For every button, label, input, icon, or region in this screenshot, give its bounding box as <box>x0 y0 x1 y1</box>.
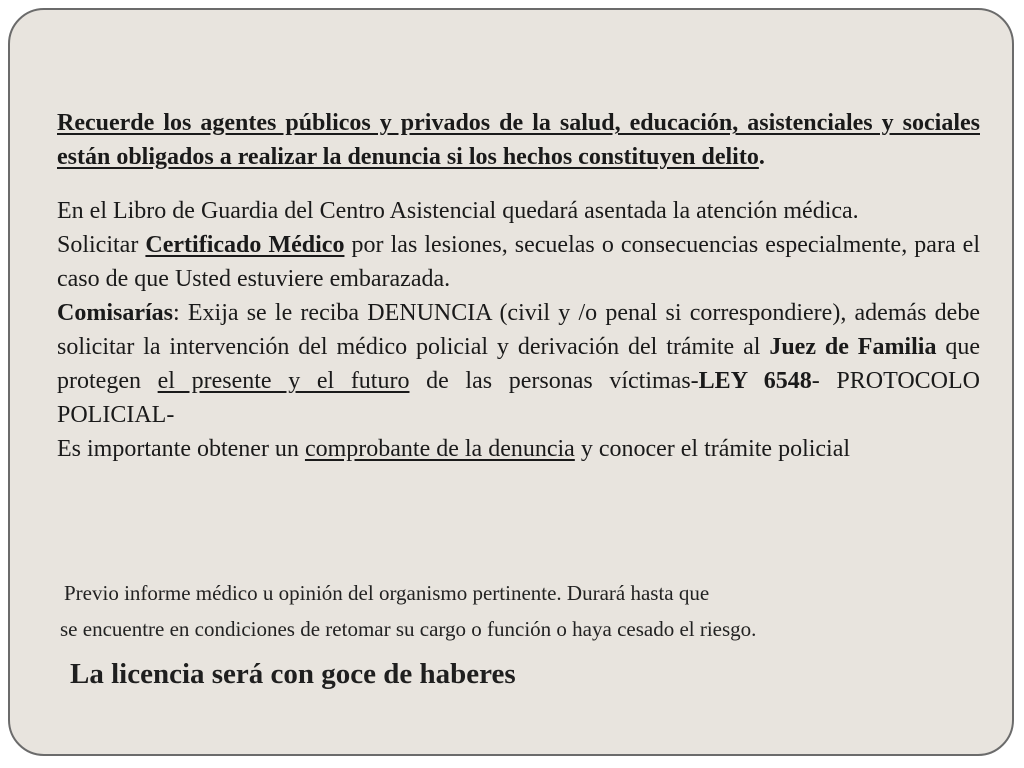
police-station-text-3: de las personas víctimas- <box>409 368 699 394</box>
family-judge-label: Juez de Familia <box>769 334 937 360</box>
obligation-period: . <box>758 144 765 170</box>
complaint-receipt-text: comprobante de la denuncia <box>304 436 575 462</box>
receipt-paragraph <box>57 432 980 466</box>
receipt-text-start: Es importante obtener un <box>57 436 305 462</box>
condition-note: se encuentre en condiciones de retomar su cargo o función o haya cesado el riesgo. <box>60 617 757 641</box>
obligation-text: Recuerde los agentes públicos y privados de la salud, educación, asistenciales y sociales están obligados a realizar la denuncia si los hechos constituyen delito <box>57 110 980 170</box>
certificate-text-end: por las lesiones, secuelas o consecuencias especialmente, para el caso de que Usted estuviere embarazada. <box>57 232 981 292</box>
police-station-text-2: que protegen <box>57 334 981 394</box>
police-station-text: : Exija se le reciba DENUNCIA (civil y /o penal si correspondiere), además debe solicitar la intervención del médico policial y derivación del trámite al <box>57 300 980 360</box>
certificate-text-start: Solicitar <box>57 232 146 258</box>
certificate-paragraph <box>57 228 980 296</box>
law-label: LEY 6548 <box>698 368 812 394</box>
receipt-text-end: y conocer el trámite policial <box>574 436 851 462</box>
paragraph-gap <box>57 174 980 194</box>
protocol-text: - PROTOCOLO POLICIAL- <box>57 368 980 428</box>
police-station-paragraph <box>57 296 980 432</box>
license-conclusion: La licencia será con goce de haberes <box>70 658 516 690</box>
police-station-label: Comisarías <box>57 300 173 326</box>
main-text-block <box>57 106 980 466</box>
present-future-text: el presente y el futuro <box>157 368 410 394</box>
medical-report-note: Previo informe médico u opinión del organismo pertinente. Durará hasta que <box>64 581 710 605</box>
slide-panel <box>8 8 1014 756</box>
medical-certificate-label: Certificado Médico <box>145 232 345 258</box>
obligation-paragraph <box>57 106 980 174</box>
guard-book-paragraph: En el Libro de Guardia del Centro Asistencial quedará asentada la atención médica. <box>57 198 859 224</box>
